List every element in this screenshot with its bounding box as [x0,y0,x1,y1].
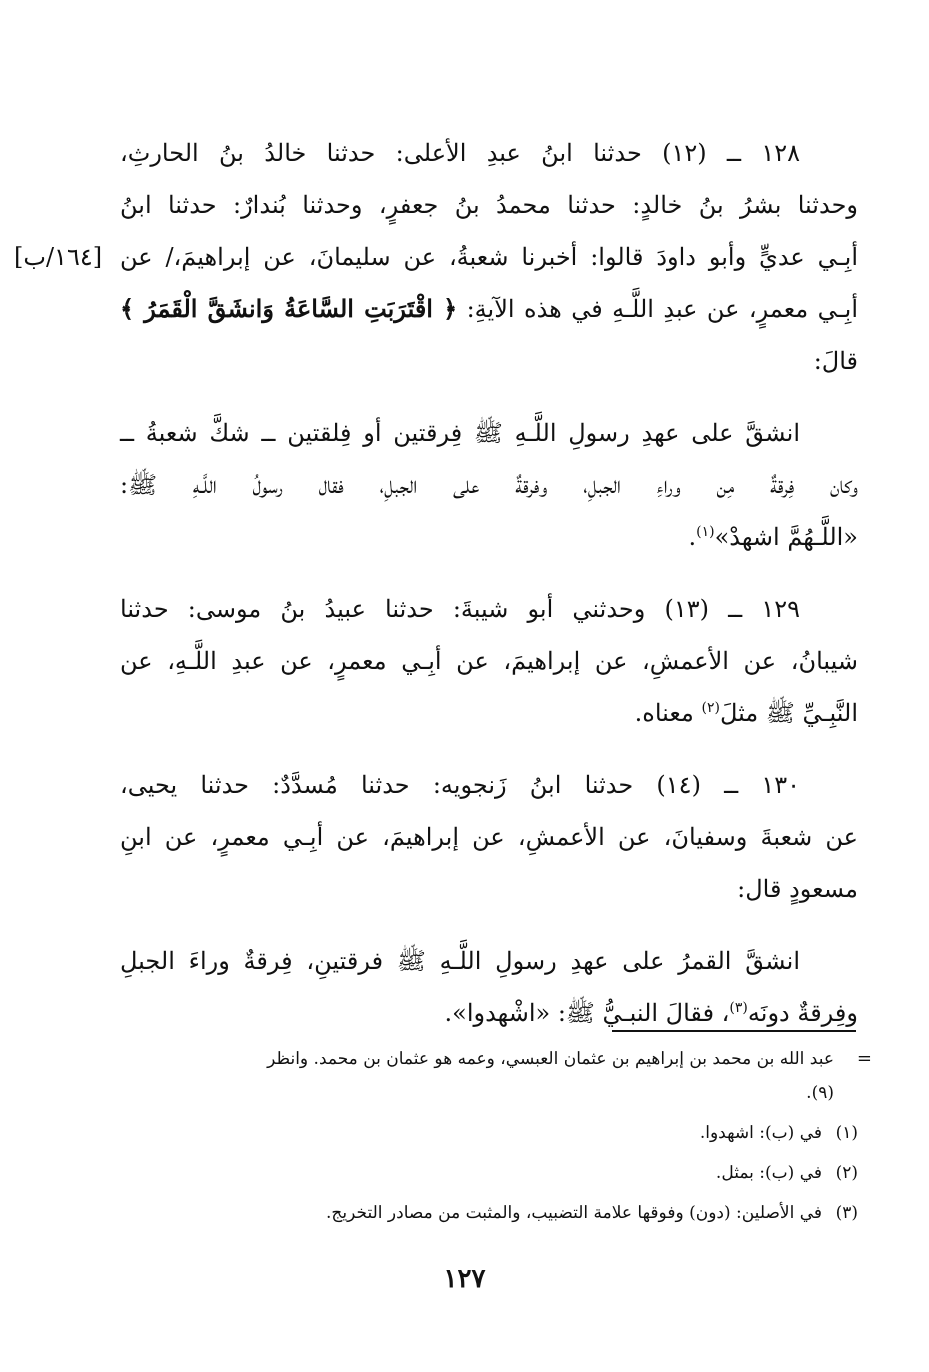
footnote-continuation [160,1042,834,1110]
footnote-number: (١) [835,1123,858,1143]
footnote-ref-2[interactable]: (٢) [701,700,720,716]
footnotes [160,1042,872,1230]
footnote-continuation-marker: = [856,1048,872,1069]
quran-verse: ﴿ اقْتَرَبَتِ السَّاعَةُ وَانشَقَّ الْقَمَرُ ﴾ [120,294,458,323]
paragraph-129 [120,583,858,739]
text-line: قالَ: [813,347,858,375]
hadith-text-130 [120,935,858,1039]
footnote-ref-1[interactable]: (١) [696,524,715,540]
footnote-text: عبد الله بن محمد بن إبراهيم بن عثمان العبسي، وعمه هو عثمان بن محمد. وانظر [267,1049,834,1069]
footnote-text: في (ب): بمثل. [715,1163,822,1183]
text-line: أبِـي معمرٍ، عن عبدِ اللَّـهِ في هذه الآيةِ: [466,295,859,323]
footnote-text: في الأصلين: (دون) وفوقها علامة التضبيب، والمثبت من مصادر التخريج. [326,1203,822,1223]
paragraph-130 [120,759,858,915]
paragraph-128 [14,127,859,387]
manuscript-folio-note: [١٦٤/ب] [14,243,103,271]
text-line: شيبانُ، عن الأعمشِ، عن إبراهيمَ، عن أبِـي معمرٍ، عن عبدِ اللَّـهِ، عن [120,647,858,675]
text-line: «اللَّـهُمَّ اشهدْ»$^{(١)}$. [688,523,858,551]
footnote-number: (٢) [835,1163,858,1183]
text-segment: معناه. [634,699,694,727]
text-segment: ، فقالَ النبـيُّ ﷺ: «اشْهدوا». [444,999,730,1027]
text-line: ١٢٩ ــ (١٣) وحدثني أبو شيبةَ: حدثنا عبيدُ بنُ موسى: حدثنا [120,595,800,623]
text-line: انشقَّ القمرُ على عهدِ رسولِ اللَّـهِ ﷺ فرقتينِ، فِرقةٌ وراءَ الجبلِ [120,947,800,975]
text-line: أبِـي عديٍّ وأبو داودَ قالوا: أخبرنا شعبةُ، عن سليمانَ، عن إبراهيمَ،/ عن [120,243,858,271]
hadith-text-128 [120,407,858,563]
footnote-1 [160,1116,858,1150]
text-line: انشقَّ على عهدِ رسولِ اللَّـهِ ﷺ فِرقتين أو فِلقتين ــ شكَّ شعبةُ ــ [120,419,800,447]
text-line: عن شعبةَ وسفيانَ، عن الأعمشِ، عن إبراهيمَ، عن أبِـي معمرٍ، عن ابنِ [120,823,858,851]
main-text [14,127,859,1039]
text-line-with-quran [120,283,858,335]
footnote-divider [612,1030,856,1032]
text-line: ١٢٨ ــ (١٢) حدثنا ابنُ عبدِ الأعلى: حدثنا خالدُ بنُ الحارثِ، [120,139,800,167]
text-segment: وفِرقةٌ دونَه [747,999,858,1027]
footnote-2 [160,1156,858,1190]
footnote-ref-3[interactable]: (٣) [729,1000,748,1016]
footnote-text: (٩). [806,1083,834,1103]
page-number: ١٢٧ [443,1264,486,1294]
text-line-with-margin-note [14,231,858,283]
footnote-3 [160,1196,858,1230]
footnote-text: في (ب): اشهدوا. [699,1123,822,1143]
text-line [120,687,858,739]
footnote-number: (٣) [835,1203,858,1223]
text-segment: «اللَّـهُمَّ اشهدْ» [714,523,858,551]
text-line: وكان فِرقةٌ مِن وراءِ الجبلِ، وفرقةٌ على الجبلِ، فقال رسولُ اللَّـهِ ﷺ: [120,471,858,499]
text-line: مسعودٍ قال: [737,875,858,903]
text-segment: النَّبِـيِّ ﷺ مثلَ [719,699,858,727]
text-line: وحدثنا بشرُ بنُ خالدٍ: حدثنا محمدُ بنُ جعفرٍ، وحدثنا بُندارٌ: حدثنا ابنُ [120,191,858,219]
text-line: ١٣٠ ــ (١٤) حدثنا ابنُ زَنجويه: حدثنا مُسدَّدٌ: حدثنا يحيى، [120,771,801,799]
